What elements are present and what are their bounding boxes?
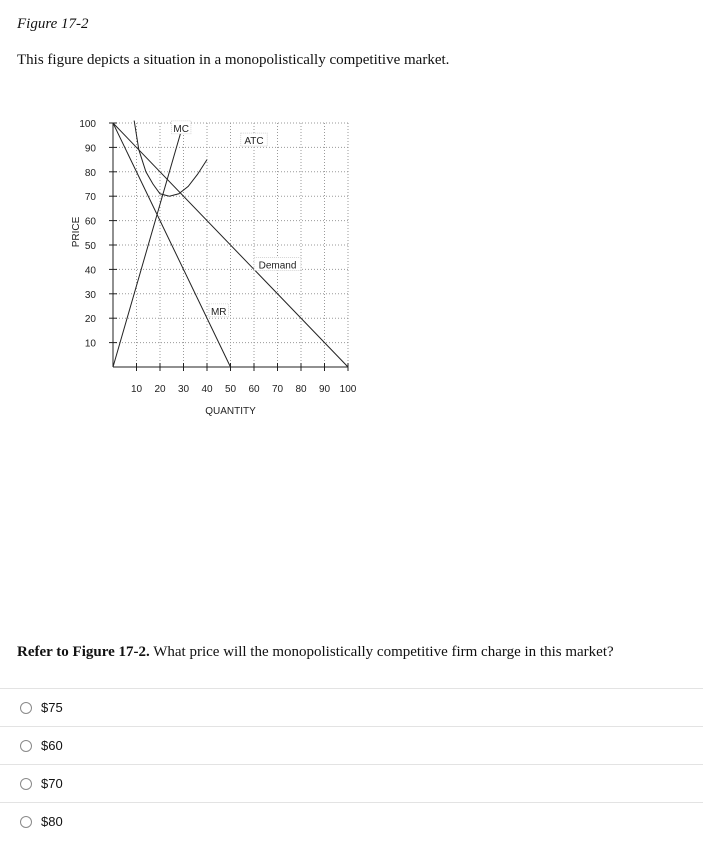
y-axis-title: PRICE <box>71 216 82 248</box>
radio-button-icon[interactable] <box>20 702 32 714</box>
y-tick-label: 10 <box>84 338 96 350</box>
chart-labels <box>171 121 301 318</box>
y-tick-label: 20 <box>84 314 96 326</box>
answer-options <box>0 688 703 840</box>
y-tick-label: 60 <box>84 216 96 228</box>
question-ref: Refer to Figure 17-2. <box>17 644 150 660</box>
chart-axes <box>71 119 357 417</box>
atc-curve-label <box>241 133 267 147</box>
y-tick-label: 70 <box>84 192 96 204</box>
demand-curve-label-text: Demand <box>258 260 297 272</box>
mc-curve-label-text: MC <box>173 123 189 135</box>
mr-curve-label <box>209 304 229 318</box>
x-tick-label: 90 <box>318 384 331 395</box>
question-text <box>17 644 614 661</box>
answer-option-label: $75 <box>41 700 63 715</box>
x-tick-label: 100 <box>339 384 357 395</box>
y-tick-label: 90 <box>84 143 96 155</box>
x-tick-label: 80 <box>295 384 307 395</box>
series-line-atc <box>134 121 207 197</box>
figure-title: Figure 17-2 <box>17 16 89 32</box>
mr-curve-label-text: MR <box>210 306 227 318</box>
y-tick-label: 40 <box>84 265 96 277</box>
answer-option-d[interactable] <box>0 802 703 840</box>
answer-option-label: $70 <box>41 776 63 791</box>
answer-option-label: $60 <box>41 738 63 753</box>
answer-option-c[interactable] <box>0 764 703 802</box>
mc-curve-label <box>171 121 191 135</box>
y-tick-label: 50 <box>84 241 96 252</box>
radio-button-icon[interactable] <box>20 816 32 828</box>
x-tick-label: 30 <box>177 384 190 395</box>
x-tick-label: 10 <box>130 384 143 395</box>
x-tick-label: 20 <box>154 384 166 395</box>
answer-option-label: $80 <box>41 814 63 829</box>
demand-curve-label <box>254 258 301 272</box>
figure-caption: This figure depicts a situation in a monopolistically competitive market. <box>17 52 450 68</box>
x-tick-label: 40 <box>201 384 213 395</box>
y-tick-label: 30 <box>84 289 96 301</box>
question-body: What price will the monopolistically competitive firm charge in this market? <box>149 644 614 660</box>
radio-button-icon[interactable] <box>20 740 32 752</box>
x-tick-label: 50 <box>224 384 237 395</box>
x-tick-label: 60 <box>248 384 260 395</box>
answer-option-a[interactable] <box>0 688 703 726</box>
answer-option-b[interactable] <box>0 726 703 764</box>
atc-curve-label-text: ATC <box>244 136 264 148</box>
y-tick-label: 100 <box>79 119 96 130</box>
x-tick-label: 70 <box>271 384 284 395</box>
x-axis-title: QUANTITY <box>205 406 256 417</box>
radio-button-icon[interactable] <box>20 778 32 790</box>
y-tick-label: 80 <box>84 167 96 179</box>
